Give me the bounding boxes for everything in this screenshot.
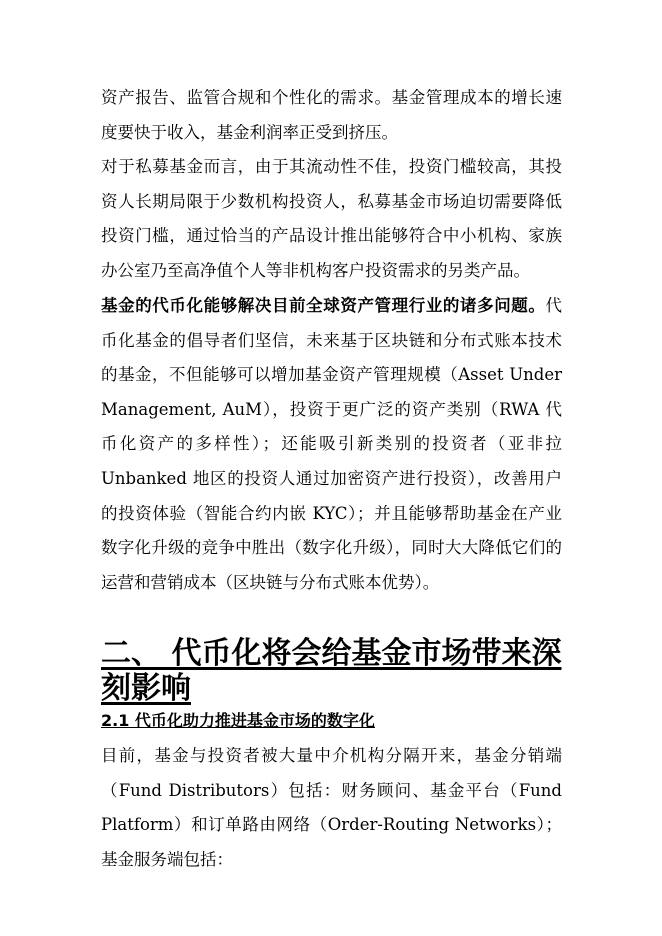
paragraph-3-bold-lead: 基金的代币化能够解决目前全球资产管理行业的诸多问题。	[101, 296, 546, 315]
paragraph-3	[101, 289, 562, 600]
subsection-heading: 2.1 代币化助力推进基金市场的数字化	[101, 711, 375, 730]
section-heading: 二、 代币化将会给基金市场带来深刻影响	[101, 636, 562, 706]
paragraph-1: 资产报告、监管合规和个性化的需求。基金管理成本的增长速度要快于收入，基金利润率正受到挤压。	[101, 88, 562, 142]
paragraph-2: 对于私募基金而言，由于其流动性不佳，投资门槛较高，其投资人长期局限于少数机构投资人，私募基金市场迫切需要降低投资门槛，通过恰当的产品设计推出能够符合中小机构、家族办公室乃至高净值个人等非机构客户投资需求的另类产品。	[101, 157, 562, 280]
paragraph-3-body: 代币化基金的倡导者们坚信，未来基于区块链和分布式账本技术的基金，不但能够可以增加基金资产管理规模（Asset Under Management, AuM），投资于更广泛的资产类别（RWA 代币化资产的多样性）；还能吸引新类别的投资者（亚非拉 Unbanked 地区的投资人通过加密资产进行投资），改善用户的投资体验（智能合约内嵌 KYC）；并且能够帮助基金在产业数字化升级的竞争中胜出（数字化升级），同时大大降低它们的运营和营销成本（区块链与分布式账本优势）。	[101, 296, 562, 592]
paragraph-4: 目前，基金与投资者被大量中介机构分隔开来，基金分销端（Fund Distributors）包括：财务顾问、基金平台（Fund Platform）和订单路由网络（Order-Routing Networks）；基金服务端包括：	[101, 746, 562, 869]
